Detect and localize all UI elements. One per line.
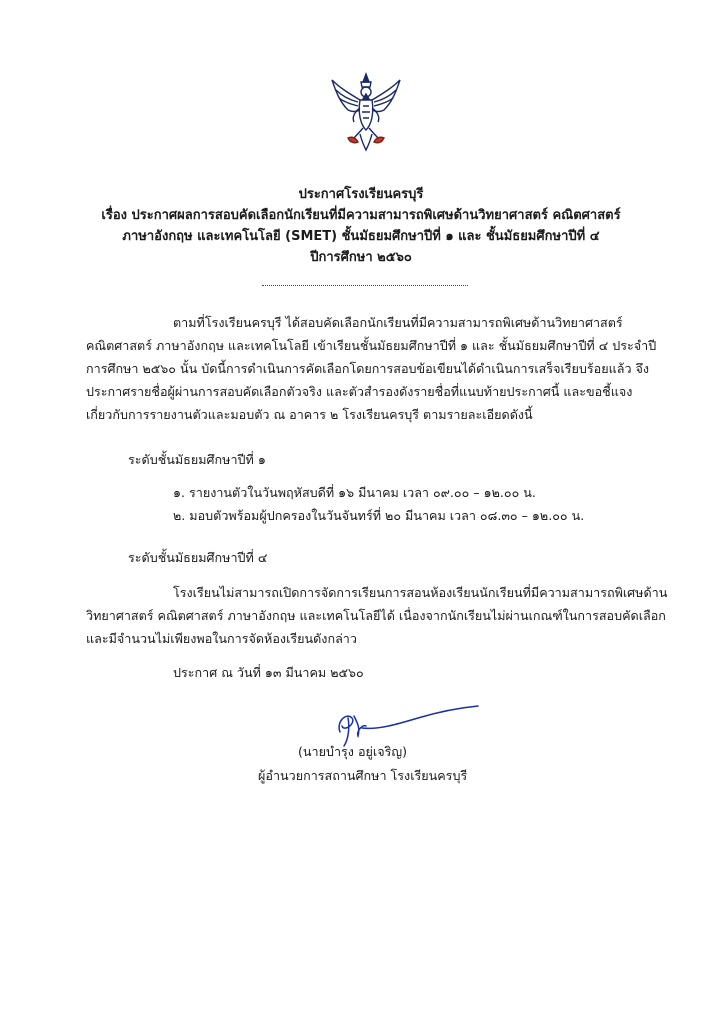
level1-heading: ระดับชั้นมัธยมศึกษาปีที่ ๑ — [128, 452, 266, 467]
announcement-date: ประกาศ ณ วันที่ ๑๓ มีนาคม ๒๕๖๐ — [173, 665, 364, 680]
dotted-divider — [262, 285, 468, 286]
signer-position: ผู้อำนวยการสถานศึกษา โรงเรียนครบุรี — [258, 768, 468, 783]
announcement-header — [70, 184, 652, 268]
announcement-title: ประกาศโรงเรียนครบุรี — [298, 187, 424, 202]
intro-line-1: ตามที่โรงเรียนครบุรี ได้สอบคัดเลือกนักเรียนที่มีความสามารถพิเศษด้านวิทยาศาสตร์ — [173, 315, 623, 330]
intro-line-2: คณิตศาสตร์ ภาษาอังกฤษ และเทคโนโลยี เข้าเรียนชั้นมัธยมศึกษาปีที่ ๑ และ ชั้นมัธยมศึกษาปีที่ ๔ ประจำปี — [86, 338, 657, 353]
level4-heading: ระดับชั้นมัธยมศึกษาปีที่ ๔ — [128, 550, 268, 565]
level4-line-2: วิทยาศาสตร์ คณิตศาสตร์ ภาษาอังกฤษ และเทคโนโลยีได้ เนื่องจากนักเรียนไม่ผ่านเกณฑ์ในการสอบคัดเลือก — [86, 608, 666, 623]
level1-item-1: ๑. รายงานตัวในวันพฤหัสบดีที่ ๑๖ มีนาคม เวลา ๐๙.๐๐ – ๑๒.๐๐ น. — [173, 485, 536, 500]
intro-line-3: การศึกษา ๒๕๖๐ นั้น บัดนี้การดำเนินการคัดเลือกโดยการสอบข้อเขียนได้ดำเนินการเสร็จเรียบร้อยแล้ว จึง — [86, 361, 650, 376]
garuda-emblem-icon — [330, 72, 402, 152]
subject-line-2: ภาษาอังกฤษ และเทคโนโลยี (SMET) ชั้นมัธยมศึกษาปีที่ ๑ และ ชั้นมัธยมศึกษาปีที่ ๔ — [122, 229, 600, 244]
subject-line-3: ปีการศึกษา ๒๕๖๐ — [310, 250, 412, 265]
intro-line-5: เกี่ยวกับการรายงานตัวและมอบตัว ณ อาคาร ๒ โรงเรียนครบุรี ตามรายละเอียดดังนี้ — [86, 407, 533, 422]
level1-item-2: ๒. มอบตัวพร้อมผู้ปกครองในวันจันทร์ที่ ๒๐ มีนาคม เวลา ๐๘.๓๐ – ๑๒.๐๐ น. — [173, 508, 585, 523]
level4-line-3: และมีจำนวนไม่เพียงพอในการจัดห้องเรียนดังกล่าว — [86, 631, 357, 646]
level4-line-1: โรงเรียนไม่สามารถเปิดการจัดการเรียนการสอนห้องเรียนนักเรียนที่มีความสามารถพิเศษด้าน — [173, 585, 668, 600]
intro-line-4: ประกาศรายชื่อผู้ผ่านการสอบคัดเลือกตัวจริง และตัวสำรองดังรายชื่อที่แนบท้ายประกาศนี้ และขอชี้แจง — [86, 384, 633, 399]
signer-name: (นายบำรุง อยู่เจริญ) — [298, 744, 407, 759]
subject-line-1: เรื่อง ประกาศผลการสอบคัดเลือกนักเรียนที่มีความสามารถพิเศษด้านวิทยาศาสตร์ คณิตศาสตร์ — [101, 208, 621, 223]
